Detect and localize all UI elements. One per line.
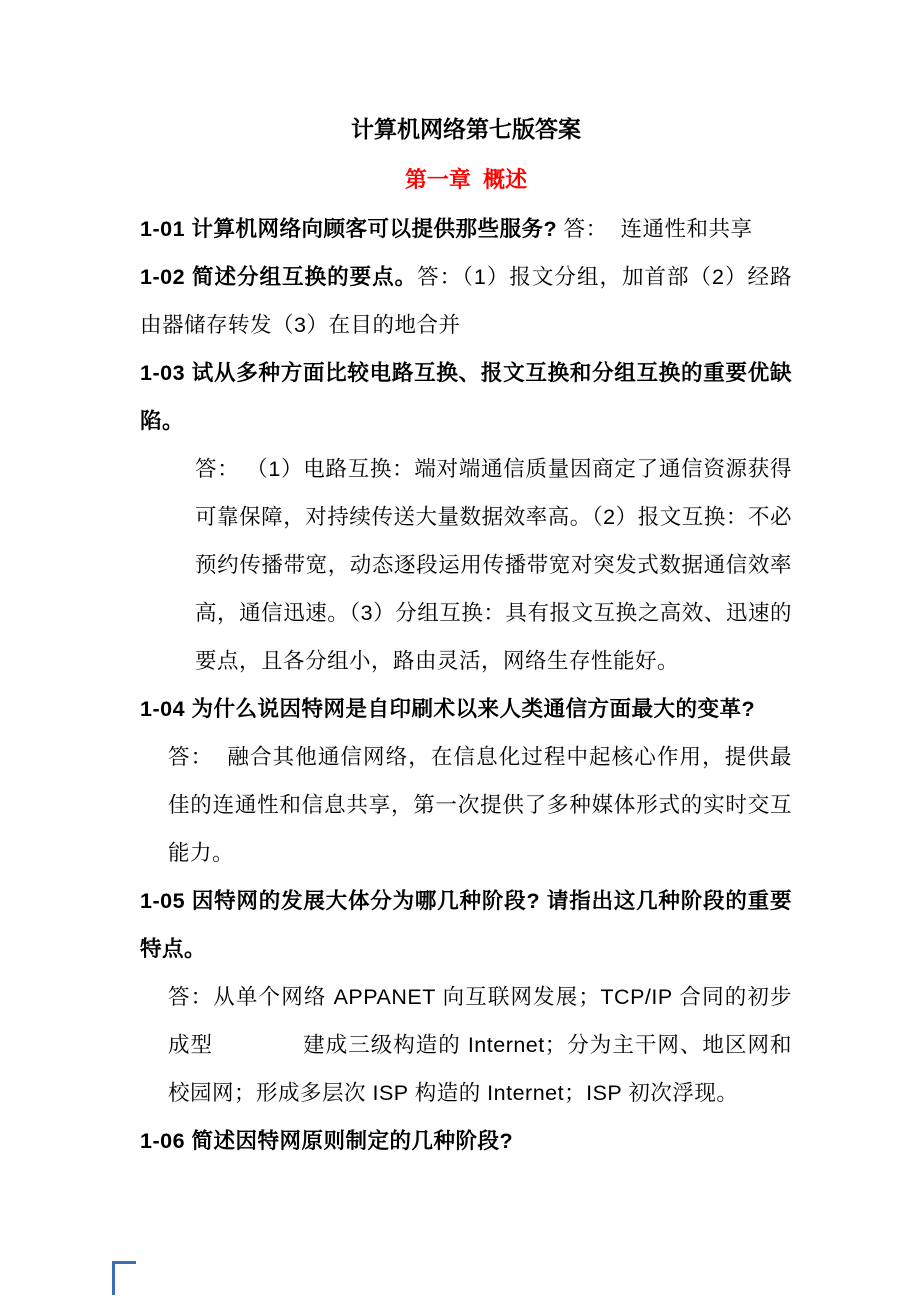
qa-paragraph-1-01 xyxy=(140,205,792,253)
page-corner-mark xyxy=(112,1261,136,1295)
answer-1-05: 答：从单个网络 APPANET 向互联网发展；TCP/IP 合同的初步成型 建成三级构造的 Internet；分为主干网、地区网和校园网；形成多层次 ISP 构造的 Internet；ISP 初次浮现。 xyxy=(168,985,792,1105)
question-1-06: 1-06 简述因特网原则制定的几种阶段? xyxy=(140,1129,514,1153)
qa-paragraph-1-02 xyxy=(140,253,792,349)
answer-paragraph-1-05 xyxy=(140,973,792,1117)
question-1-03: 1-03 试从多种方面比较电路互换、报文互换和分组互换的重要优缺陷。 xyxy=(140,361,792,433)
question-paragraph-1-05 xyxy=(140,877,792,973)
question-1-01: 1-01 计算机网络向顾客可以提供那些服务? xyxy=(140,217,558,241)
question-1-04: 1-04 为什么说因特网是自印刷术以来人类通信方面最大的变革? xyxy=(140,697,756,721)
answer-1-02: 答：（1）报文分组，加首部（2）经路由器储存转发（3）在目的地合并 xyxy=(140,265,792,337)
answer-1-03: 答： （1）电路互换：端对端通信质量因商定了通信资源获得可靠保障，对持续传送大量数据效率高。（2）报文互换：不必预约传播带宽，动态逐段运用传播带宽对突发式数据通信效率高，通信迅速。（3）分组互换：具有报文互换之高效、迅速的要点，且各分组小，路由灵活，网络生存性能好。 xyxy=(195,457,792,673)
document-title: 计算机网络第七版答案 xyxy=(351,116,581,142)
answer-1-04: 答： 融合其他通信网络，在信息化过程中起核心作用，提供最佳的连通性和信息共享，第一次提供了多种媒体形式的实时交互能力。 xyxy=(168,745,792,865)
question-paragraph-1-04 xyxy=(140,685,792,733)
answer-paragraph-1-04 xyxy=(140,733,792,877)
answer-paragraph-1-03 xyxy=(140,445,792,685)
question-1-02: 1-02 简述分组互换的要点。 xyxy=(140,265,418,289)
answer-1-01: 答： 连通性和共享 xyxy=(557,217,753,241)
question-1-05: 1-05 因特网的发展大体分为哪几种阶段? 请指出这几种阶段的重要特点。 xyxy=(140,889,792,961)
question-paragraph-1-03 xyxy=(140,349,792,445)
chapter-heading: 第一章 概述 xyxy=(404,167,528,192)
question-paragraph-1-06 xyxy=(140,1117,792,1165)
